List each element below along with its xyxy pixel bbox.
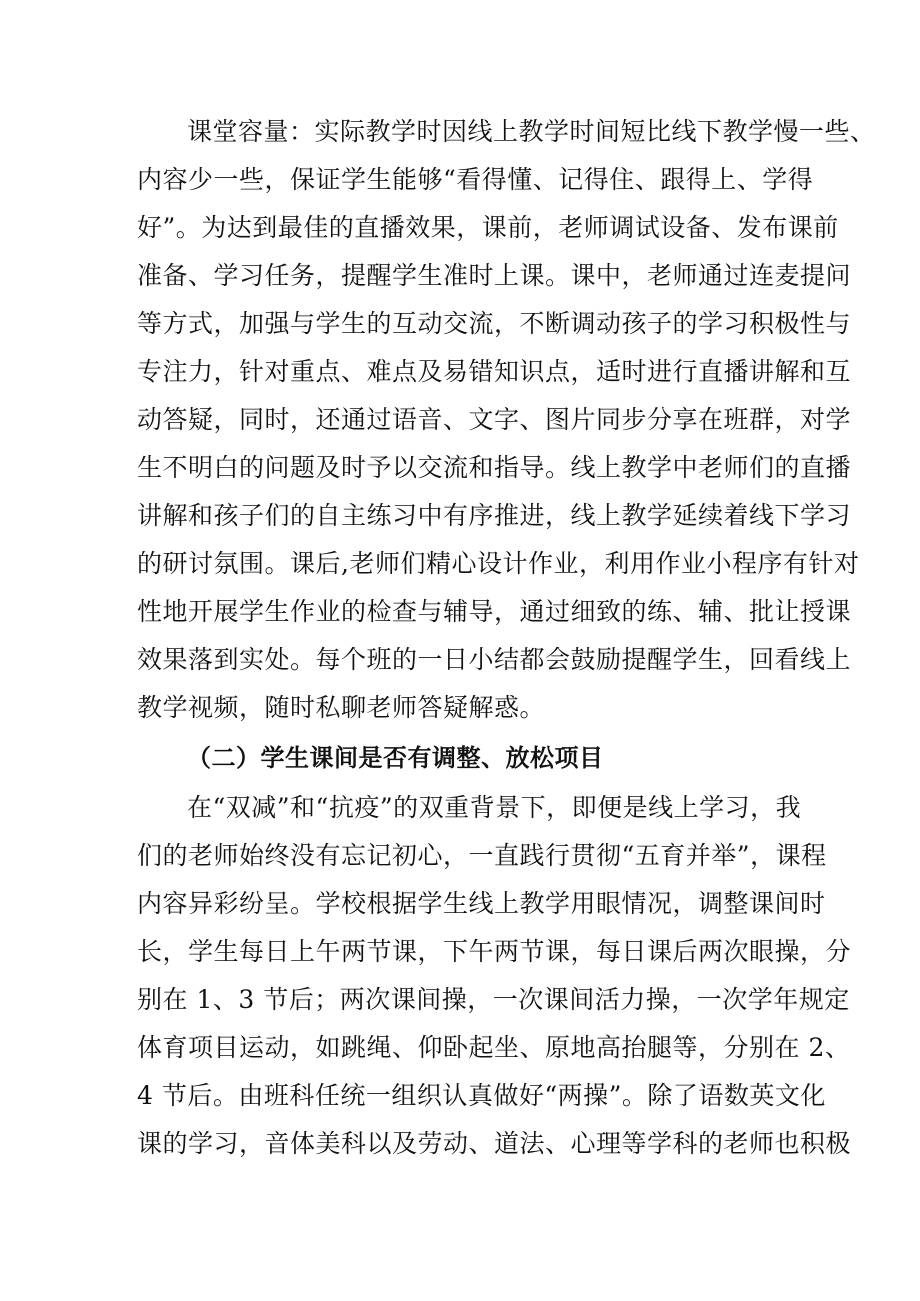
- paragraph2-line-5: 别在 1、3 节后；两次课间操，一次课间活力操，一次学年规定: [137, 985, 850, 1014]
- paragraph1-line-10: 的研讨氛围。课后,老师们精心设计作业，利用作业小程序有针对: [137, 549, 860, 578]
- paragraph1-line-8: 生不明白的问题及时予以交流和指导。线上教学中老师们的直播: [137, 453, 852, 482]
- section-heading: （二）学生课间是否有调整、放松项目: [187, 744, 604, 772]
- paragraph2-line-1: 在“双减”和“抗疫”的双重背景下，即便是线上学习，我: [187, 793, 802, 822]
- paragraph1-line-6: 专注力，针对重点、难点及易错知识点，适时进行直播讲解和互: [137, 357, 852, 386]
- paragraph1-line-9: 讲解和孩子们的自主练习中有序推进，线上教学延续着线下学习: [137, 501, 852, 530]
- paragraph1-line-5: 等方式，加强与学生的互动交流，不断调动孩子的学习积极性与: [137, 309, 852, 338]
- paragraph2-line-8: 课的学习，音体美科以及劳动、道法、心理等学科的老师也积极: [137, 1129, 852, 1158]
- paragraph1-line-11: 性地开展学生作业的检查与辅导，通过细致的练、辅、批让授课: [137, 597, 852, 626]
- paragraph2-line-3: 内容异彩纷呈。学校根据学生线上教学用眼情况，调整课间时: [137, 889, 826, 918]
- paragraph2-line-4: 长，学生每日上午两节课，下午两节课，每日课后两次眼操，分: [137, 937, 852, 966]
- paragraph1-line-13: 教学视频，随时私聊老师答疑解惑。: [137, 693, 546, 722]
- paragraph2-line-7: 4 节后。由班科任统一组织认真做好“两操”。除了语数英文化: [137, 1081, 826, 1110]
- paragraph2-line-6: 体育项目运动，如跳绳、仰卧起坐、原地高抬腿等，分别在 2、: [137, 1033, 851, 1062]
- paragraph1-line-12: 效果落到实处。每个班的一日小结都会鼓励提醒学生，回看线上: [137, 645, 852, 674]
- paragraph1-line-1: 课堂容量：实际教学时因线上教学时间短比线下教学慢一些、: [187, 117, 876, 146]
- paragraph1-line-4: 准备、学习任务，提醒学生准时上课。课中，老师通过连麦提问: [137, 261, 852, 290]
- paragraph1-line-2: 内容少一些，保证学生能够“看得懂、记得住、跟得上、学得: [137, 165, 814, 194]
- paragraph2-line-2: 们的老师始终没有忘记初心，一直践行贯彻“五育并举”，课程: [137, 841, 827, 870]
- paragraph1-line-7: 动答疑，同时，还通过语音、文字、图片同步分享在班群，对学: [137, 405, 852, 434]
- paragraph1-line-3: 好”。为达到最佳的直播效果，课前，老师调试设备、发布课前: [137, 213, 839, 242]
